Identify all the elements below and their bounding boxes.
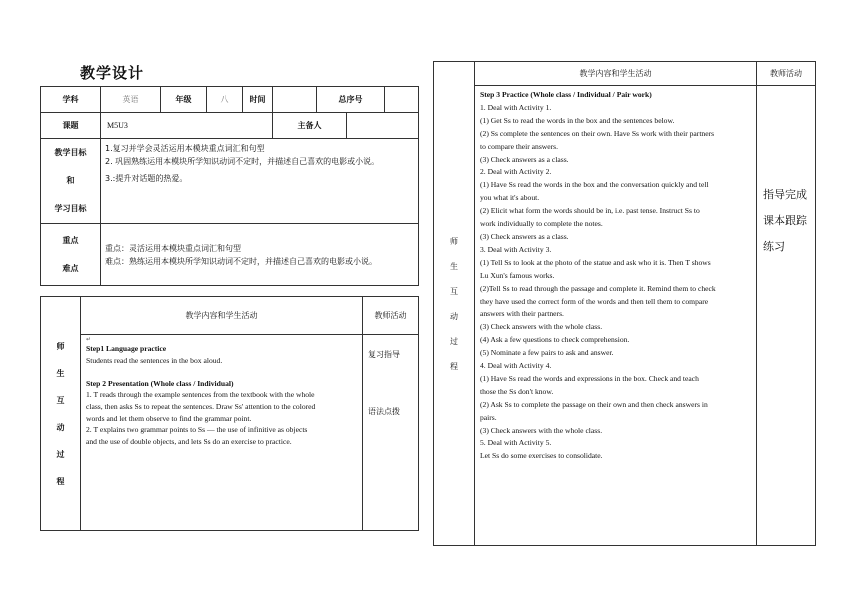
time-label: 时间 bbox=[243, 87, 273, 113]
total-no-label: 总序号 bbox=[317, 87, 385, 113]
teacher-note: 复习指导 bbox=[368, 350, 400, 359]
teacher-note: 指导完成 bbox=[763, 188, 807, 201]
teacher-note: 语法点拨 bbox=[368, 407, 400, 416]
step1-title: Step1 Language practice bbox=[86, 344, 167, 353]
teacher-header: 教师活动 bbox=[363, 297, 419, 335]
goals-content bbox=[101, 139, 419, 224]
lesson-info-table bbox=[40, 86, 419, 286]
goal-item: 1.复习并学会灵活运用本模块重点词汇和句型 bbox=[105, 144, 265, 153]
grade-label: 年级 bbox=[161, 87, 207, 113]
process-table-right bbox=[433, 61, 816, 546]
step2-title: Step 2 Presentation (Whole class / Individual) bbox=[86, 378, 234, 388]
step1-text: Students read the sentences in the box aloud. bbox=[86, 355, 223, 365]
content-header-right: 教学内容和学生活动 bbox=[475, 62, 757, 86]
key-point-item: 难点：熟练运用本模块所学知识动词不定时，并描述自己喜欢的电影或小说。 bbox=[105, 256, 377, 266]
key-points-content bbox=[101, 224, 419, 286]
process-vertical-label-right: 师 生 互 动 过 程 bbox=[434, 62, 475, 546]
teacher-note: 课本跟踪 bbox=[763, 214, 807, 227]
subject-value: 英语 bbox=[101, 87, 161, 113]
teacher-header-right: 教师活动 bbox=[757, 62, 816, 86]
content-header: 教学内容和学生活动 bbox=[81, 297, 363, 335]
time-value bbox=[273, 87, 317, 113]
teacher-notes-right bbox=[757, 86, 816, 546]
preparer-label: 主备人 bbox=[273, 113, 347, 139]
page-title: 教学设计 bbox=[80, 64, 145, 82]
goal-item: 3.:提升对话题的热爱。 bbox=[105, 174, 188, 183]
process-content-left: ↵ Step1 Language practice Students read the sentences in the box aloud. Step 2 Presentation (Whole class / Individual) 1. T reads through the example sentences from the textbook with the whole class, then asks Ss to repeat the sentences. Draw Ss' attention to the colored words and let them observe to find the grammar point. 2. T explains two grammar points to Ss — the use of infinitive as objects and the use of double objects, and lets Ss do an exercise to practice. bbox=[81, 335, 363, 531]
step3-title: Step 3 Practice (Whole class / Individual / Pair work) bbox=[480, 90, 652, 99]
teacher-notes-left bbox=[363, 335, 419, 531]
process-table-left bbox=[40, 296, 419, 531]
teacher-note: 练习 bbox=[763, 240, 785, 253]
subject-label: 学科 bbox=[41, 87, 101, 113]
grade-value: 八 bbox=[207, 87, 243, 113]
total-no-value bbox=[385, 87, 419, 113]
topic-label: 课题 bbox=[41, 113, 101, 139]
process-content-right: Step 3 Practice (Whole class / Individual / Pair work) 1. Deal with Activity 1. (1) Get Ss to read the words in the box and the sentences below. (2) Ss complete the sentences on their own. Have Ss work with their partners to compare their answers. (3) Check answers as a class. 2. Deal with Activity 2. (1) Have Ss read the words in the box and the conversation quickly and tell you what it's about. (2) Elicit what form the words should be in, i.e. past tense. Instruct Ss to work individually to complete the notes. (3) Check answers as a class. 3. Deal with Activity 3. (1) Tell Ss to look at the photo of the statue and ask who it is. Then T shows Lu Xun's famous works. (2)Tell Ss to read through the passage and complete it. Remind them to check they have used the correct form of the words and then tell them to compare answers with their partners. (3) Check answers with the whole class. (4) Ask a few questions to check comprehension. (5) Nominate a few pairs to ask and answer. 4. Deal with Activity 4. (1) Have Ss read the words and expressions in the box. Check and teach those the Ss don't know. (2) Ask Ss to complete the passage on their own and then check answers in pairs. (3) Check answers with the whole class. 5. Deal with Activity 5. Let Ss do some exercises to consolidate. bbox=[475, 86, 757, 546]
key-point-item: 重点：灵活运用本模块重点词汇和句型 bbox=[105, 243, 241, 253]
goals-label: 教学目标 和 学习目标 bbox=[41, 139, 101, 224]
key-points-label: 重点 难点 bbox=[41, 224, 101, 286]
preparer-value bbox=[347, 113, 419, 139]
topic-value: M5U3 bbox=[101, 113, 273, 139]
goal-item: 2. 巩固熟练运用本模块所学知识动词不定时，并描述自己喜欢的电影或小说。 bbox=[105, 157, 380, 166]
process-vertical-label: 师 生 互 动 过 程 bbox=[41, 297, 81, 531]
